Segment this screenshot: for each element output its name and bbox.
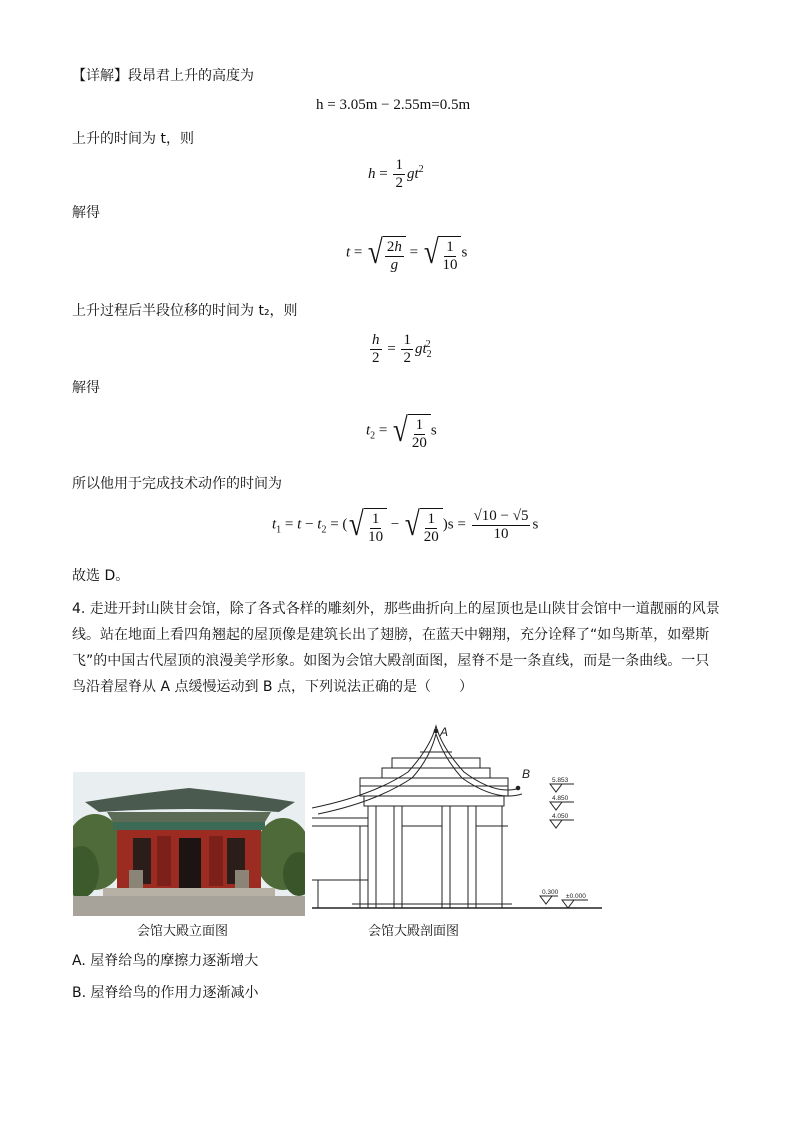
text-result: 所以他用于完成技术动作的时间为 [72,476,282,492]
elevation-label: 0.300 [542,889,559,896]
text-solve-2: 解得 [72,380,100,396]
hall-elevation-photo [73,772,305,916]
elevation-label: ±0.000 [566,893,586,900]
text-solve-1: 解得 [72,205,100,221]
equation-half-h: $\frac{h}{2}$ = $\frac{1}{2}$ $gt_2^2$ [372,332,432,366]
equation-t2: $t_2$ = √ $\frac{1}{20}$ s [366,412,437,451]
caption-section: 会馆大殿剖面图 [368,924,460,939]
elevation-label: 4.850 [552,795,569,802]
equation-height: h = 3.05m − 2.55m=0.5m [316,97,471,113]
point-a-label: A [440,725,449,739]
heading-text: 段昂君上升的高度为 [128,68,254,84]
option-a: A. 屋脊给鸟的摩擦力逐渐增大 [72,953,259,969]
solution-heading [72,66,254,86]
equation-h-half-gt2: h = $\frac{1}{2}$ $gt^2$ [368,157,424,191]
question-line-4: 鸟沿着屋脊从 A 点缓慢运动到 B 点，下列说法正确的是（ ） [72,679,473,695]
hall-section-drawing [312,722,606,916]
point-b-label: B [522,767,531,781]
question-line-3: 飞”的中国古代屋顶的浪漫美学形象。如图为会馆大殿剖面图，屋脊不是一条直线，而是一条曲线。一只 [72,653,710,669]
question-4 [72,596,722,700]
option-b: B. 屋脊给鸟的作用力逐渐减小 [72,985,259,1001]
text-time: 上升的时间为 t，则 [72,131,194,147]
text-t2: 上升过程后半段位移的时间为 t₂，则 [72,303,298,319]
equation-t: t = √ $\frac{2h}{g}$ = √ $\frac{1}{10}$ s [346,234,468,273]
point-a-dot [434,729,438,733]
elevation-label: 5.853 [552,777,569,784]
question-line-1: 4. 走进开封山陕甘会馆，除了各式各样的雕刻外，那些曲折向上的屋顶也是山陕甘会馆中一道靓丽的风景 [72,601,720,617]
equation-t1: $t_1 = t - t_2$ = ( √ $\frac{1}{10}$ − √ $\frac{1}{20}$ )s = $\frac{√10 - √5}{10}$ s [272,506,539,545]
heading-bracket: 【详解】 [72,68,128,84]
caption-elevation: 会馆大殿立面图 [137,924,229,939]
answer-text: 故选 D。 [72,568,130,584]
point-b-dot [516,786,520,790]
elevation-label: 4.050 [552,813,569,820]
question-line-2: 线。站在地面上看四角翘起的屋顶像是建筑长出了翅膀，在蓝天中翱翔，充分诠释了“如鸟斯革，如翚斯 [72,627,710,643]
